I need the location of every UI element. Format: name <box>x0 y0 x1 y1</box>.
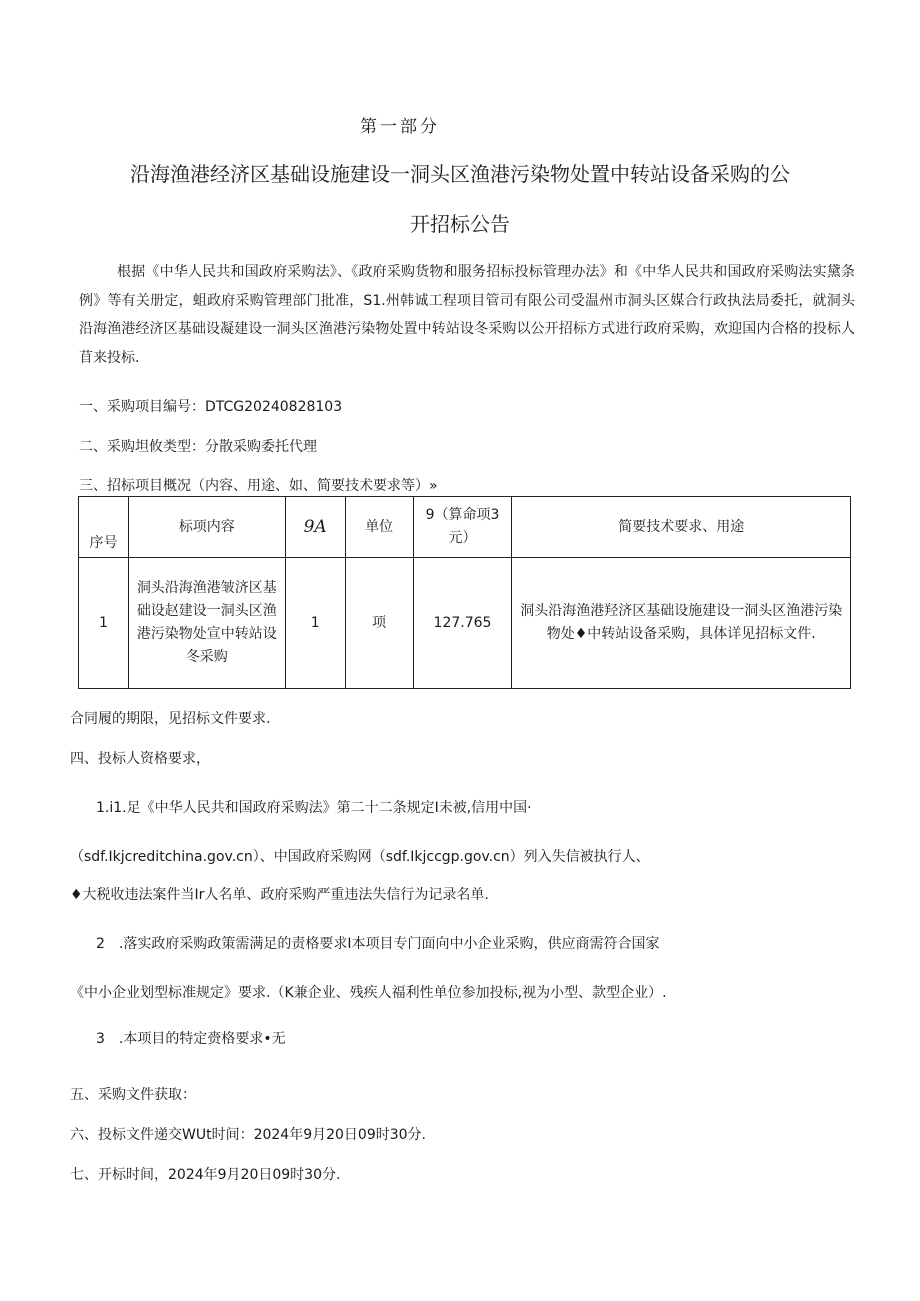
header-content: 标项内容 <box>128 497 285 558</box>
cell-seq: 1 <box>79 558 129 689</box>
header-qty: 9A <box>285 497 345 558</box>
section-project-number: 一、采购项目编号：DTCG20240828103 <box>79 399 343 415</box>
header-requirements: 简要技术要求、用途 <box>512 497 851 558</box>
title-line-1: 沿海渔港经济区基础设施建设一洞头区渔港污染物处置中转站设备采购的公 <box>130 162 790 186</box>
qualification-1-cont-2: ♦大税收违法案件当Ir人名单、政府采购严重违法失信行为记录名单. <box>70 887 489 903</box>
table-header-row <box>79 497 851 558</box>
items-table <box>78 496 851 689</box>
header-seq: 序号 <box>79 497 129 558</box>
contract-period: 合同履的期限，见招标文件要求. <box>70 711 271 727</box>
header-budget: 9（算命项3元） <box>413 497 512 558</box>
section-qualifications: 四、投标人资格要求， <box>70 751 210 767</box>
section-project-overview: 三、招标项目概况（内容、用途、如、简要技术要求等）» <box>79 478 438 494</box>
section-procurement-type: 二、采购坦攸类型：分散采购委托代理 <box>79 439 317 455</box>
header-unit: 单位 <box>345 497 413 558</box>
cell-requirements: 洞头沿海渔港羟济区基础设施建设一洞头区渔港污染物处♦中转站设备采购，具体详见招标文件. <box>512 558 851 689</box>
qualification-3: 3 .本项目的特定赍格要求•无 <box>96 1031 286 1047</box>
cell-unit: 项 <box>345 558 413 689</box>
section-submission-time: 六、投标文件递交WUt时间：2024年9月20日09时30分. <box>70 1127 427 1143</box>
part-heading: 第一部分 <box>360 117 440 137</box>
qualification-2-cont: 《中小企业划型标准规定》要求.（K兼企业、残疾人福利性单位参加投标,视为小型、款型企业）. <box>70 985 667 1001</box>
qualification-2: 2 .落实政府采购政策需满足的责格要求I本项目专门面向中小企业采购，供应商需符合国家 <box>96 936 660 952</box>
section-documents: 五、采购文件获取： <box>70 1087 196 1103</box>
table-row <box>79 558 851 689</box>
cell-qty: 1 <box>285 558 345 689</box>
title-line-2: 开招标公告 <box>410 212 510 236</box>
qualification-1: 1.i1.足《中华人民共和国政府采购法》第二十二条规定I未被,信用中国· <box>96 800 532 816</box>
qualification-1-cont: （sdf.Ikjcreditchina.gov.cn）、中国政府采购网（sdf.Ikjccgp.gov.cn）列入失信被执行人、 <box>70 849 650 865</box>
cell-content: 洞头沿海渔港皱济区基础设赵建设一洞头区渔港污染物处宣中转站设冬采购 <box>128 558 285 689</box>
section-opening-time: 七、开标时间，2024年9月20日09时30分. <box>70 1167 341 1183</box>
intro-paragraph: 根据《中华人民共和国政府采购法》、《政府采购货物和服务招标投标管理办法》和《中华人民共和国政府采购法实黛条例》等有关册定，蛆政府采购管理部门批准，S1.州韩诚工程项目管司有限公司受温州市洞头区媒合行政执法局委托，就洞头沿海渔港经济区基础设凝建设一洞头区渔港污染物处置中转站设冬采购以公开招标方式进行政府采购，欢迎国内合格的投标人苜来投标. <box>79 264 855 366</box>
cell-budget: 127.765 <box>413 558 512 689</box>
